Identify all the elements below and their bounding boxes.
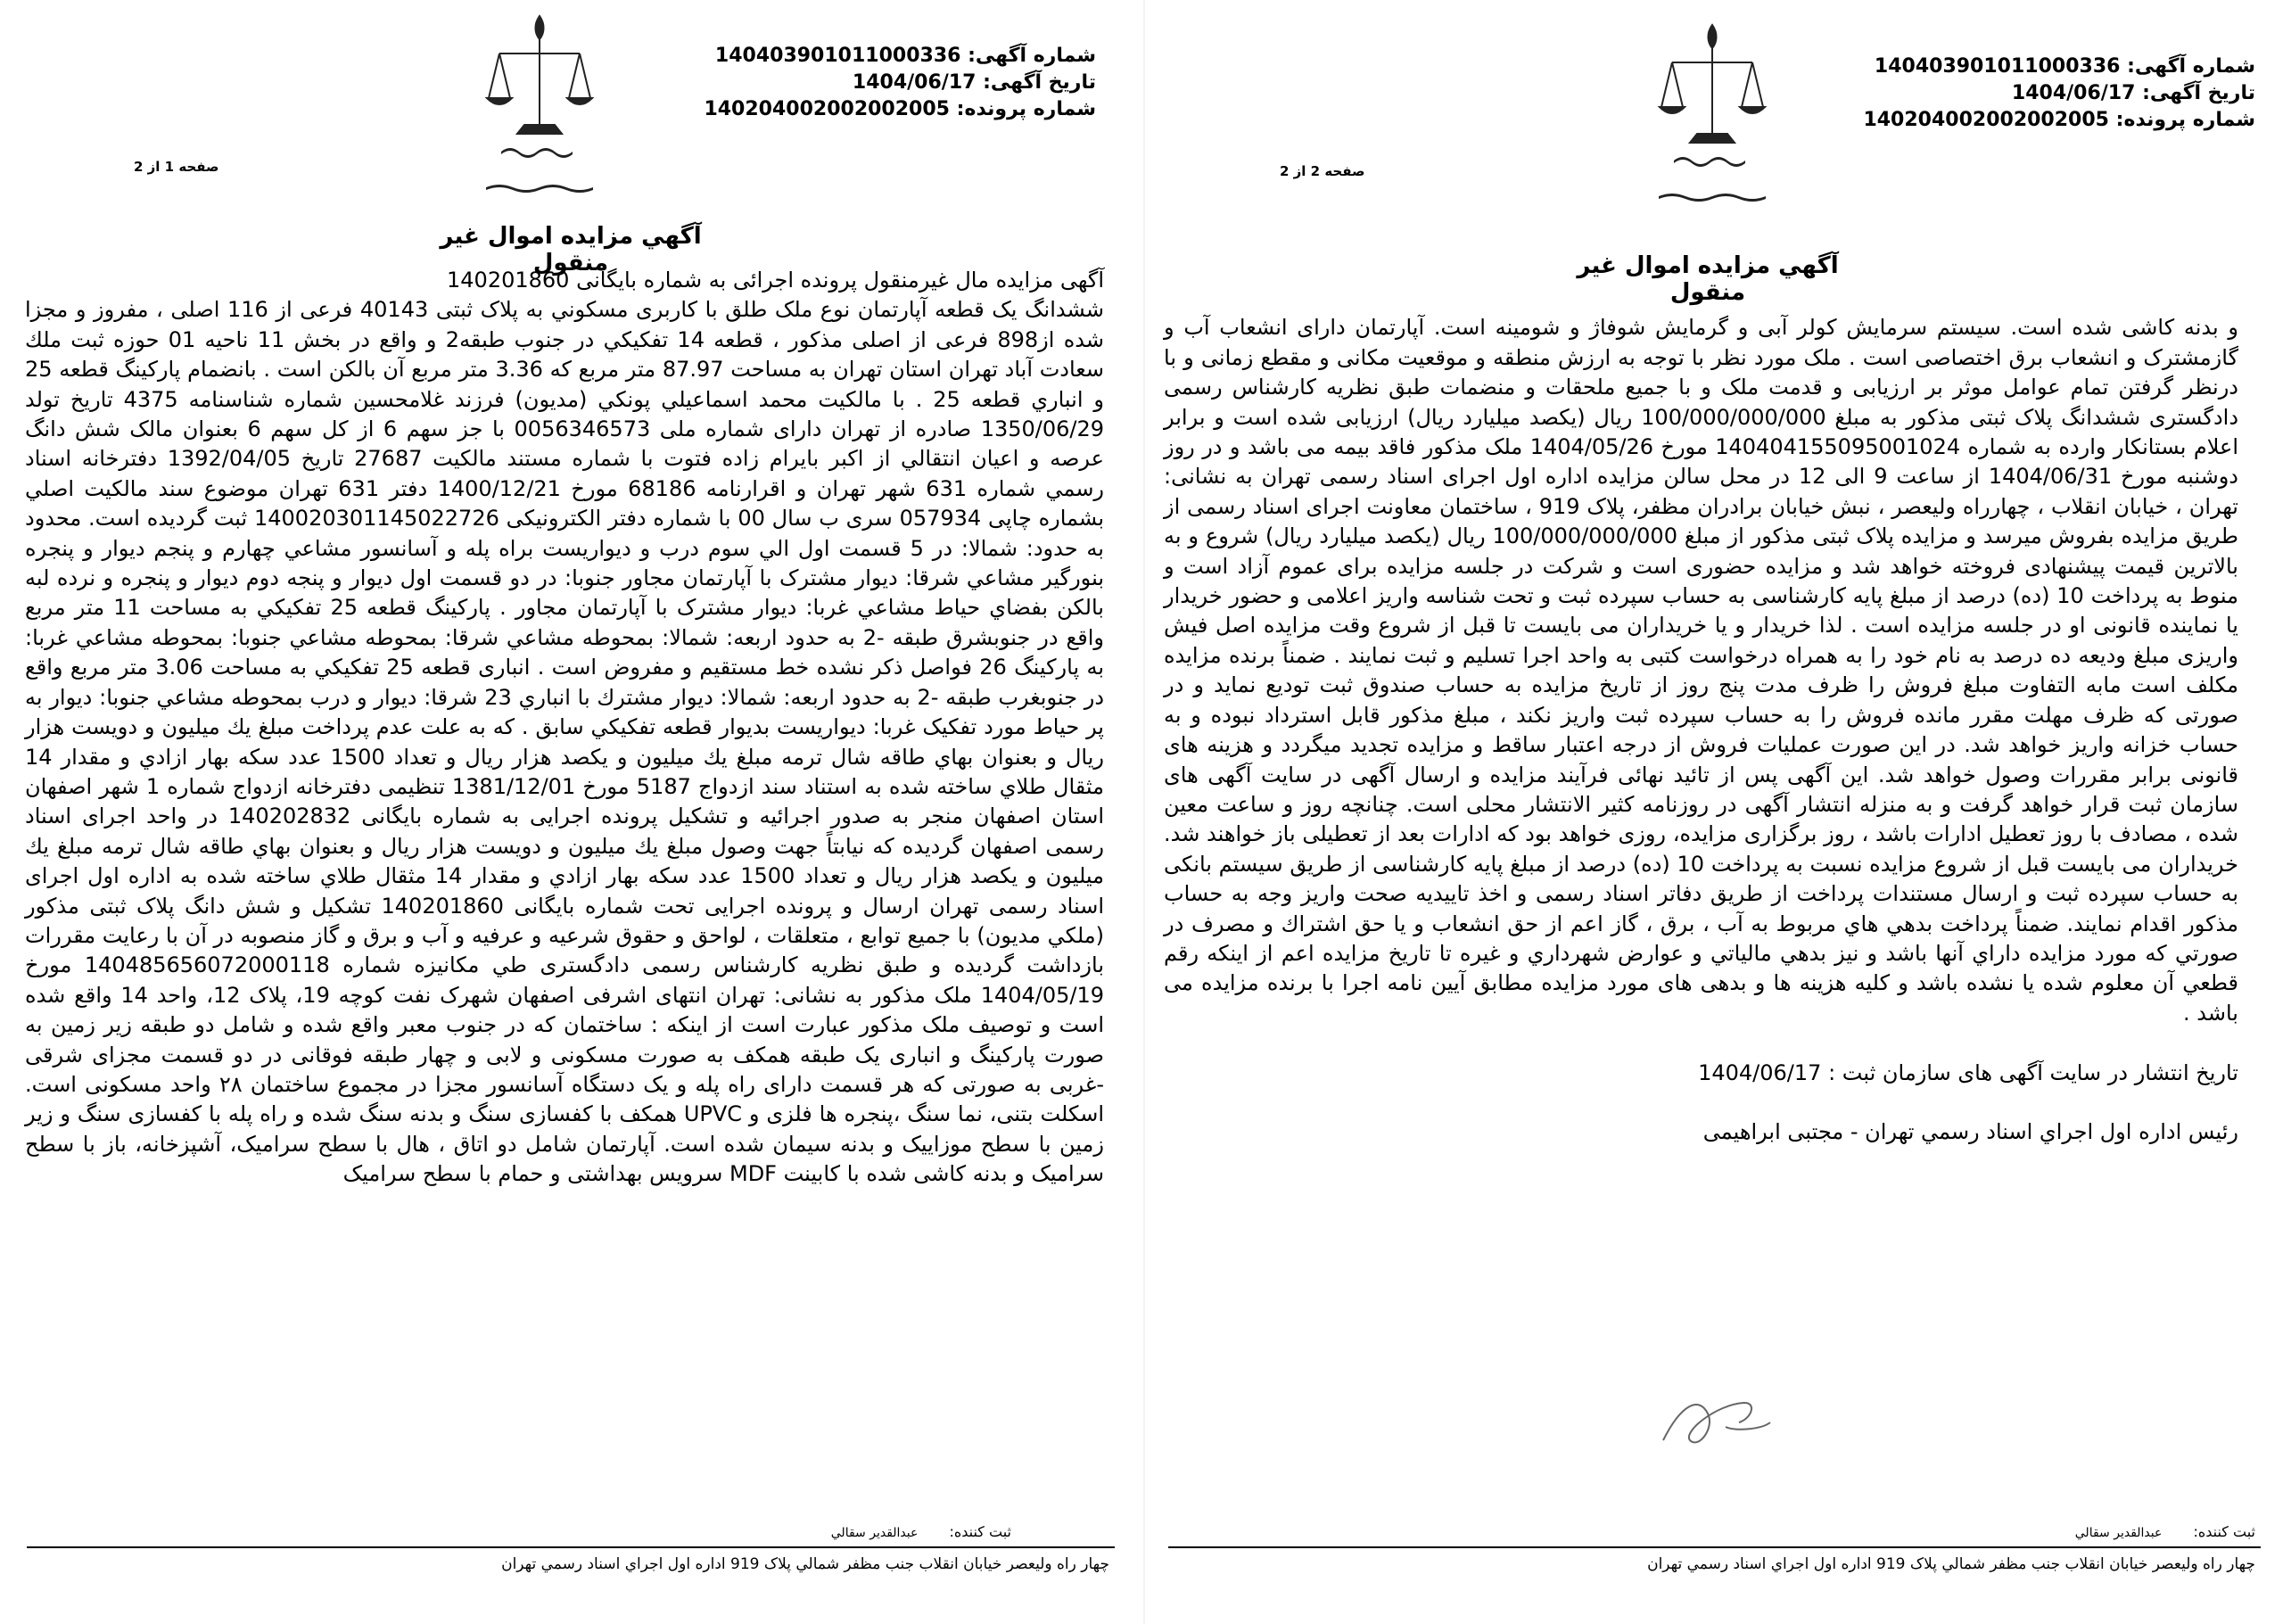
case-number: 140204002002002005 [1863,109,2109,131]
ad-date: 1404/06/17 [2011,82,2136,104]
notice-page-1 [0,0,1145,1624]
notice-body [1164,284,2238,1177]
registrar-name: عبدالقدیر سقالي [830,1526,919,1540]
registrar-row [831,1523,1011,1540]
ad-date-row [1863,80,2255,107]
notice-body: آگهی مزایده مال غیرمنقول پرونده اجرائی به شماره بایگانی 140201860 ششدانگ یک قطعه آپارتمان نوع ملک طلق با کاربری مسكوني به پلاک ثبتی 40143 فرعی از 116 اصلی ، مفروز و مجزا شده از898 فرعی از اصلی مذکور ، قطعه 14 تفکیکي در جنوب طبقه2 و واقع در بخش 11 ناحیه 01 حوزه ثبت ملك سعادت آباد تهران استان تهران به مساحت 87.97 متر مربع که 3.36 متر مربع آن بالکن است . بانضمام پارکینگ قطعه 25 و انباري قطعه 25 . با مالکیت محمد اسماعیلي پونکي (مدیون) فرزند غلامحسین شماره شناسنامه 4375 تاریخ تولد 1350/06/29 صادره از تهران دارای شماره ملی 0056346573 با جز سهم 6 از کل سهم 6 بعنوان مالک شش دانگ عرصه و اعیان انتقالي از اکبر بایرام زاده فتوت با شماره مستند مالکیت 27687 تاریخ 1392/04/05 دفترخانه اسناد رسمي شماره 631 شهر تهران و اقرارنامه 68186 مورخ 1400/12/21 دفتر 631 تهران موضوع سند مالکیت اصلي بشماره چاپی 057934 سری ب سال 00 با شماره دفتر الکترونیکی 140020301145022726 ثبت گردیده است. محدود به حدود: شمالا: در 5 قسمت اول الي سوم درب و دیواریست براه پله و آسانسور مشاعي چهارم و پنجم دیوار و پنجره بنورگیر مشاعي شرقا: دیوار مشترک با آپارتمان مجاور جنوبا: در دو قسمت اول دیوار و پنجه دوم دیوار و پنجره و نرده لبه بالکن بفضاي حیاط مشاعي غربا: دیوار مشترک با آپارتمان مجاور . پارکینگ قطعه 25 تفکیکي به مساحت 11 متر مربع واقع در جنوبشرق طبقه -2 به حدود اربعه: شمالا: بمحوطه مشاعي شرقا: بمحوطه مشاعي جنوبا: بمحوطه مشاعي غربا: به پارکینگ 26 فواصل ذکر نشده خط مستقیم و مفروض است . انباری قطعه 25 تفکیکي به مساحت 3.06 متر مربع واقع در جنوبغرب طبقه -2 به حدود اربعه: شمالا: دیوار مشترك با انباري 23 شرقا: دیوار و درب بمحوطه مشاعي جنوبا: دیوار به پر حیاط مورد تفکیک غربا: دیواریست بدیوار قطعه تفکیکي سابق . که به علت عدم پرداخت مبلغ یك میلیون و دویست هزار ریال و بعنوان بهاي طاقه شال ترمه مبلغ یك میلیون و یکصد هزار ریال و تعداد 1500 عدد سکه بهار ازادي و مقدار 14 مثقال طلاي ساخته شده به استناد سند ازدواج 5187 مورخ 1381/12/01 تنظیمی دفترخانه ازدواج شماره 1 شهر اصفهان استان اصفهان منجر به صدور اجرائیه و تشکیل پرونده اجرایی به شماره بایگانی 140202832 در واحد اجرای اسناد رسمی اصفهان گردیده که نیابتاً جهت وصول مبلغ یك میلیون و دویست هزار ریال و بعنوان بهاي طاقه شال ترمه مبلغ یك میلیون و یکصد هزار ریال و تعداد 1500 عدد سکه بهار ازادي و مقدار 14 مثقال طلاي ساخته شده به اداره اول اجرای اسناد رسمی تهران ارسال و پرونده اجرایی تحت شماره بایگانی 140201860 تشکیل و شش دانگ پلاک ثبتی مذکور (ملکي مدیون) با جمیع توابع ، متعلقات ، لواحق و حقوق شرعیه و عرفیه و آب و برق و گاز منصوبه در آن با رعایت مقررات بازداشت گردیده و طبق نظریه کارشناس رسمی دادگستری طي مکانیزه شماره 140485656072000118 مورخ 1404/05/19 ملک مذکور به نشانی: تهران انتهای اشرفی اصفهان شهرک نفت کوچه 19، پلاک 12، واحد 14 واقع شده است و توصیف ملک مذکور عبارت است از اینکه : ساختمان که در جنوب معبر واقع شده و شامل دو طبقه زیر زمین به صورت پارکینگ و انباری یک طبقه همکف به صورت مسکونی و لابی و چهار طبقه فوقانی در دو قسمت مجزای شرقی -غربی به صورتی که هر قسمت دارای راه پله و یک دستگاه آسانسور مجزا در مجموع ساختمان ۲۸ واحد مسکونی است. اسکلت بتنی، نما سنگ ،پنجره ها فلزی و UPVC همکف با کفسازی سنگ و بدنه سنگ شده و راه پله با کفسازی سنگ و زیر زمین با سطح موزاییک و بدنه سیمان شده است. آپارتمان شامل دو اتاق ، هال با سطح سرامیک، آشپزخانه، باز با سطح سرامیک و بدنه کاشی شده با کابینت MDF سرویس بهداشتی و حمام با سطح سرامیک [25,268,1105,1187]
notice-page-2 [1146,0,2291,1624]
page-number: صفحه 1 از 2 [134,159,219,175]
notice-title: آگهي مزايده اموال غير منقول [1577,252,1839,306]
ad-date-label: تاریخ آگهی: [2142,82,2255,104]
ad-number-row [704,43,1096,70]
ad-date-label: تاریخ آگهی: [983,71,1096,94]
ad-number-label: شماره آگهی: [2127,55,2255,78]
ad-date: 1404/06/17 [852,71,977,94]
ad-number-label: شماره آگهی: [968,45,1096,67]
case-number-label: شماره پرونده: [2115,109,2255,131]
signer-line: رئيس اداره اول اجراي اسناد رسمي تهران - مجتبی ابراهیمی [1702,1119,2238,1145]
registrar-name: عبدالقدیر سقالي [2074,1526,2163,1540]
case-number-row [704,96,1096,123]
footer-rule [1168,1546,2261,1548]
footer-rule [27,1546,1115,1548]
notice-body-text: و بدنه کاشی شده است. سیستم سرمایش کولر آبی و گرمایش شوفاژ و شومینه است. آپارتمان دارای انشعاب آب و گازمشترک و انشعاب برق اختصاصی است . ملک مورد نظر با توجه به ارزش منطقه و موقعیت مکانی و مقطع زمانی و با درنظر گرفتن تمام عوامل موثر بر ارزیابی و قدمت ملک و با جمیع ملحقات و منضمات طبق نظریه کارشناس رسمی دادگستری ششدانگ پلاک ثبتی مذکور به مبلغ 100/000/000/000 ریال (یکصد میلیارد ریال) ارزیابی شده است و برابر اعلام بستانکار وارده به شماره 140404155095001024 مورخ 1404/05/26 ملک مذکور فاقد بیمه می باشد و در روز دوشنبه مورخ 1404/06/31 از ساعت 9 الی 12 در محل سالن مزایده اداره اول اجرای اسناد رسمی تهران به نشانی: تهران ، خیابان انقلاب ، چهارراه ولیعصر ، نبش خیابان برادران مظفر، پلاک 919 ، ساختمان معاونت اجرای اسناد رسمی از طریق مزایده بفروش میرسد و مزایده پلاک ثبتی مذکور از مبلغ 100/000/000/000 ریال (یکصد میلیارد ریال) شروع و به بالاترین قیمت پیشنهادی فروخته خواهد شد و مزایده حضوری است و شرکت در جلسه مزایده برای عموم آزاد است و منوط به پرداخت 10 (ده) درصد از مبلغ پایه کارشناسی به حساب سپرده ثبت و تحت شناسه واریز اعلامی و حضور خریدار یا نماینده قانونی او در جلسه مزایده است . لذا خریدار و یا خریداران می بایست تا قبل از شروع وقت مزایده اصل فیش واریزی مبلغ ودیعه ده درصد به نام خود را به همراه درخواست کتبی به واحد اجرا تسلیم و ثبت نمایند . ضمناً برنده مزایده مکلف است مابه التفاوت مبلغ فروش را ظرف مدت پنج روز از تاریخ مزایده به حساب صندوق ثبت تودیع نماید و در صورتی که ظرف مهلت مقرر مانده فروش را به حساب سپرده ثبت واریز نکند ، مبلغ مذکور قابل استرداد نبوده و به حساب خزانه واریز خواهد شد. در این صورت عملیات فروش از درجه اعتبار ساقط و مزایده تجدید میگردد و هزینه های قانونی برابر مقررات وصول خواهد شد. این آگهی پس از تائید نهائی فرآیند مزایده و ارسال آگهی در سایت آگهی های سازمان ثبت قرار خواهد گرفت و به منزله انتشار آگهی در روزنامه کثیر الانتشار محلی است. چنانچه روز و ساعت معین شده ، مصادف با روز تعطیل ادارات باشد ، روز برگزاری مزایده، روزی خواهد بود که ادارات بعد از تعطیلی باز خواهند شد. خریداران می بایست قبل از شروع مزایده نسبت به پرداخت 10 (ده) درصد از مبلغ پایه کارشناسی از طریق سیستم بانکی به حساب سپرده ثبت و ارسال مستندات پرداخت از طریق دفاتر اسناد رسمی و اخذ تاییدیه صحت واریز وجه به حساب مذکور اقدام نمایند. ضمناً پرداخت بدهي هاي مربوط به آب ، برق ، گاز اعم از حق انشعاب و یا حق اشتراك و مصرف در صورتي كه مورد مزایده داراي آنها باشد و نیز بدهي مالیاتي و عوارض شهرداري و غیره تا تاریخ مزایده اعم از اینكه رقم قطعي آن معلوم شده یا نشده باشد و كلیه هزینه ها و بدهی های مورد مزایده مطابق آیین نامه اجرا با برنده مزایده می باشد . [1164,315,2239,1026]
footer-address: چهار راه وليعصر خيابان انقلاب جنب مظفر شمالي پلاک 919 اداره اول اجراي اسناد رسمي تهران [1647,1555,2255,1573]
judiciary-emblem-icon [1654,18,1770,214]
case-number-row [1863,107,2255,134]
signature-icon [1645,1378,1788,1467]
ad-number: 140403901011000336 [1874,55,2121,78]
case-number: 140204002002002005 [704,98,950,120]
registrar-label: ثبت کننده: [949,1523,1011,1540]
publish-line-label: تاریخ انتشار در سایت آگهی های سازمان ثبت : [1828,1059,2238,1085]
ad-number-row [1863,54,2255,80]
footer-address: چهار راه وليعصر خيابان انقلاب جنب مظفر شمالي پلاک 919 اداره اول اجراي اسناد رسمي تهران [501,1555,1109,1573]
ad-date-row [704,70,1096,96]
judiciary-emblem-icon [482,9,597,205]
header-info [704,43,1096,123]
case-number-label: شماره پرونده: [956,98,1096,120]
publish-line [1164,1059,2238,1088]
ad-number: 140403901011000336 [714,45,961,67]
header-info [1863,54,2255,134]
registrar-label: ثبت کننده: [2193,1523,2255,1540]
publish-date: 1404/06/17 [1698,1059,1822,1085]
notice-title: آگهي مزايده اموال غير منقول [440,223,702,276]
page-number: صفحه 2 از 2 [1280,163,1365,179]
registrar-row [2075,1523,2255,1540]
